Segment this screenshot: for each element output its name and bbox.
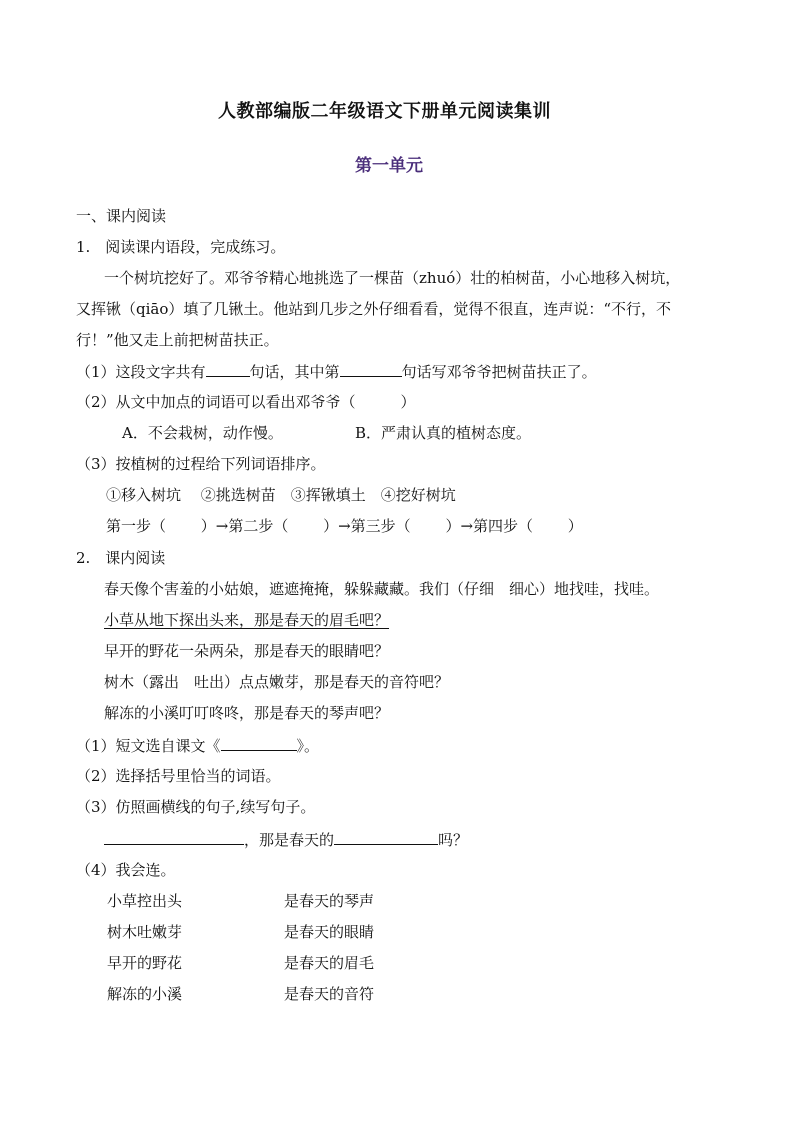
continue-sentence: ，那是春天的 吗？ <box>104 829 468 850</box>
question-2-sub-1: （1）短文选自课文《 》。 <box>76 737 320 755</box>
unit-heading: 第一单元 <box>355 156 423 176</box>
match-right-item[interactable]: 是春天的眉毛 <box>284 954 375 972</box>
match-right-item[interactable]: 是春天的琴声 <box>284 892 375 910</box>
answer-blank[interactable] <box>340 361 402 377</box>
reading-line-4: 树木（露出 吐出）点点嫩芽，那是春天的音符吧？ <box>104 673 450 691</box>
question-1-sub-2: （2）从文中加点的词语可以看出邓爷爷（ ） <box>76 393 416 411</box>
option-a[interactable]: A．不会栽树，动作慢。 <box>122 424 283 442</box>
match-left-item[interactable]: 树木吐嫩芽 <box>107 923 183 941</box>
answer-blank[interactable] <box>104 829 244 845</box>
reading-line-3: 早开的野花一朵两朵，那是春天的眼睛吧？ <box>104 642 390 660</box>
match-right-item[interactable]: 是春天的音符 <box>284 985 375 1003</box>
question-2-sub-4: （4）我会连。 <box>76 861 176 879</box>
match-left-item[interactable]: 解冻的小溪 <box>107 985 183 1003</box>
question-2-heading: 2. 课内阅读 <box>76 549 166 567</box>
ordering-items: ①移入树坑 ②挑选树苗 ③挥锹填土 ④挖好树坑 <box>106 486 456 504</box>
answer-blank[interactable] <box>206 361 250 377</box>
page-title: 人教部编版二年级语文下册单元阅读集训 <box>218 101 551 122</box>
reading-line-2-underlined: 小草从地下探出头来，那是春天的眉毛吧？ <box>104 611 390 629</box>
question-2-sub-3: （3）仿照画横线的句子,续写句子。 <box>76 798 316 816</box>
answer-blank[interactable] <box>334 829 438 845</box>
question-1-sub-1: （1）这段文字共有 句话，其中第 句话写邓爷爷把树苗扶正了。 <box>76 363 597 381</box>
match-left-item[interactable]: 早开的野花 <box>107 954 183 972</box>
match-left-item[interactable]: 小草控出头 <box>107 892 183 910</box>
reading-line-5: 解冻的小溪叮叮咚咚，那是春天的琴声吧？ <box>104 704 390 722</box>
answer-blank[interactable] <box>221 735 297 751</box>
question-1-sub-3: （3）按植树的过程给下列词语排序。 <box>76 455 326 473</box>
reading-line-1: 春天像个害羞的小姑娘，遮遮掩掩，躲躲藏藏。我们（仔细 细心）地找哇，找哇。 <box>104 580 660 598</box>
passage-line-3: 行！”他又走上前把树苗扶正。 <box>76 331 279 349</box>
question-1-heading: 1. 阅读课内语段，完成练习。 <box>76 238 286 256</box>
option-b[interactable]: B．严肃认真的植树态度。 <box>355 424 532 442</box>
ordering-steps: 第一步（ ）→第二步（ ）→第三步（ ）→第四步（ ） <box>106 517 583 535</box>
section-heading: 一、课内阅读 <box>76 207 167 225</box>
question-2-sub-2: （2）选择括号里恰当的词语。 <box>76 767 281 785</box>
match-right-item[interactable]: 是春天的眼睛 <box>284 923 375 941</box>
passage-line-2: 又挥锹（qiāo）填了几锹土。他站到几步之外仔细看看，觉得不很直，连声说：“不行，不 <box>76 300 672 318</box>
passage-line-1: 一个树坑挖好了。邓爷爷精心地挑选了一棵苗（zhuó）壮的柏树苗，小心地移入树坑， <box>104 269 681 287</box>
